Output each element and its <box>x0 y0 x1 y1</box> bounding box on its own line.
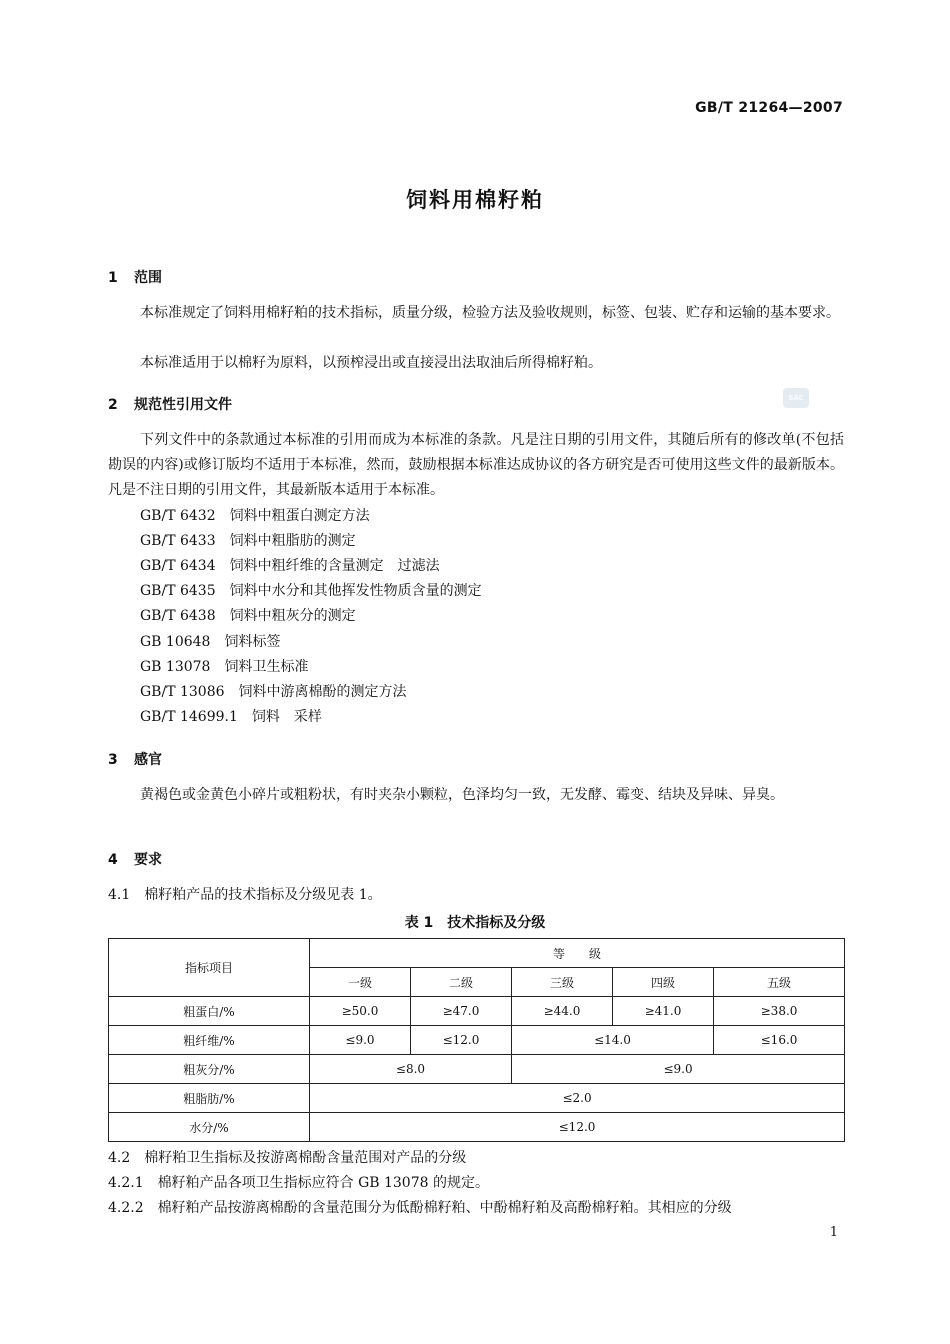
reference-item <box>140 655 308 680</box>
reference-item <box>140 554 440 579</box>
reference-item <box>140 630 280 655</box>
technical-specifications-table <box>108 938 845 1142</box>
document-title: 饲料用棉籽粕 <box>406 188 544 212</box>
reference-name: 饲料标签 <box>224 634 281 650</box>
table-cell: ≥50.0 <box>310 997 411 1026</box>
page-number: 1 <box>829 1225 838 1240</box>
table-cell: ≥38.0 <box>714 997 845 1026</box>
reference-code: GB/T 6438 <box>140 608 216 624</box>
table-cell: ≤8.0 <box>310 1055 512 1084</box>
section-title: 感官 <box>134 752 162 768</box>
reference-item <box>140 504 370 529</box>
reference-item <box>140 529 356 554</box>
section-1-paragraph-2: 本标准适用于以棉籽为原料，以预榨浸出或直接浸出法取油后所得棉籽粕。 <box>140 355 602 371</box>
section-4-heading <box>108 849 162 869</box>
clause-4-2-1 <box>108 1171 844 1196</box>
table-1-caption: 表 1 技术指标及分级 <box>404 915 546 931</box>
table-cell: ≤14.0 <box>512 1026 714 1055</box>
reference-name: 饲料中粗纤维的含量测定 过滤法 <box>229 558 440 574</box>
reference-item <box>140 604 356 629</box>
standard-number: GB/T 21264—2007 <box>695 100 843 116</box>
table-row <box>109 1026 845 1055</box>
reference-item <box>140 579 482 604</box>
table-cell: ≤12.0 <box>411 1026 512 1055</box>
table-row <box>109 997 845 1026</box>
header-item: 指标项目 <box>109 939 310 997</box>
section-3-heading <box>108 749 162 769</box>
row-label: 粗纤维/% <box>109 1026 310 1055</box>
clause-text: 棉籽粕产品按游离棉酚的含量范围分为低酚棉籽粕、中酚棉籽粕及高酚棉籽粕。其相应的分级 <box>157 1200 732 1216</box>
reference-name: 饲料 采样 <box>251 709 322 725</box>
clause-text: 棉籽粕卫生指标及按游离棉酚含量范围对产品的分级 <box>144 1150 467 1166</box>
grade-header: 一级 <box>310 968 411 997</box>
table-cell: ≥44.0 <box>512 997 613 1026</box>
reference-name: 饲料中粗蛋白测定方法 <box>229 508 370 524</box>
table-cell: ≤12.0 <box>310 1113 845 1142</box>
section-title: 要求 <box>134 852 162 868</box>
reference-code: GB/T 6435 <box>140 583 216 599</box>
clause-number: 4.2 <box>108 1150 131 1166</box>
reference-code: GB/T 6432 <box>140 508 216 524</box>
clause-4-2 <box>108 1146 844 1171</box>
table-row <box>109 1113 845 1142</box>
reference-code: GB/T 13086 <box>140 684 225 700</box>
reference-name: 饲料中粗脂肪的测定 <box>229 533 356 549</box>
grade-header: 四级 <box>613 968 714 997</box>
row-label: 粗蛋白/% <box>109 997 310 1026</box>
reference-name: 饲料卫生标准 <box>224 659 309 675</box>
sac-watermark-logo: SAC <box>783 388 809 408</box>
grade-header: 三级 <box>512 968 613 997</box>
table-cell: ≥47.0 <box>411 997 512 1026</box>
reference-code: GB/T 6434 <box>140 558 216 574</box>
clause-4-2-2 <box>108 1196 844 1221</box>
header-grade: 等 级 <box>310 939 845 968</box>
section-2-paragraph-1: 下列文件中的条款通过本标准的引用而成为本标准的条款。凡是注日期的引用文件，其随后所有的修改单(不包括勘误的内容)或修订版均不适用于本标准，然而，鼓励根据本标准达成协议的各方研究是否可使用这些文件的最新版本。凡是不注日期的引用文件，其最新版本适用于本标准。 <box>108 432 844 498</box>
grade-header: 五级 <box>714 968 845 997</box>
section-1-paragraph-1: 本标准规定了饲料用棉籽粕的技术指标，质量分级，检验方法及验收规则，标签、包装、贮存和运输的基本要求。 <box>140 305 840 321</box>
section-number: 1 <box>108 270 118 286</box>
reference-code: GB 10648 <box>140 634 211 650</box>
table-row <box>109 1084 845 1113</box>
row-label: 粗灰分/% <box>109 1055 310 1084</box>
clause-text: 棉籽粕产品各项卫生指标应符合 GB 13078 的规定。 <box>157 1175 489 1191</box>
table-cell: ≤2.0 <box>310 1084 845 1113</box>
table-row <box>109 1055 845 1084</box>
section-number: 2 <box>108 397 118 413</box>
reference-code: GB/T 6433 <box>140 533 216 549</box>
reference-code: GB 13078 <box>140 659 211 675</box>
section-3-paragraph-1: 黄褐色或金黄色小碎片或粗粉状，有时夹杂小颗粒，色泽均匀一致，无发酵、霉变、结块及异味、异臭。 <box>140 787 784 803</box>
clause-number: 4.2.2 <box>108 1200 144 1216</box>
reference-item <box>140 680 407 705</box>
section-number: 4 <box>108 852 118 868</box>
reference-code: GB/T 14699.1 <box>140 709 238 725</box>
row-label: 水分/% <box>109 1113 310 1142</box>
table-cell: ≥41.0 <box>613 997 714 1026</box>
grade-header: 二级 <box>411 968 512 997</box>
table-cell: ≤9.0 <box>310 1026 411 1055</box>
clause-text: 棉籽粕产品的技术指标及分级见表 1。 <box>144 887 382 903</box>
clause-number: 4.1 <box>108 887 131 903</box>
reference-name: 饲料中游离棉酚的测定方法 <box>238 684 407 700</box>
reference-item <box>140 705 322 730</box>
clause-4-1 <box>108 883 844 908</box>
table-cell: ≤9.0 <box>512 1055 845 1084</box>
section-title: 范围 <box>134 270 162 286</box>
reference-name: 饲料中粗灰分的测定 <box>229 608 356 624</box>
section-2-heading <box>108 394 232 414</box>
clause-number: 4.2.1 <box>108 1175 144 1191</box>
row-label: 粗脂肪/% <box>109 1084 310 1113</box>
section-title: 规范性引用文件 <box>134 397 232 413</box>
section-number: 3 <box>108 752 118 768</box>
table-cell: ≤16.0 <box>714 1026 845 1055</box>
section-1-heading <box>108 267 162 287</box>
reference-name: 饲料中水分和其他挥发性物质含量的测定 <box>229 583 482 599</box>
